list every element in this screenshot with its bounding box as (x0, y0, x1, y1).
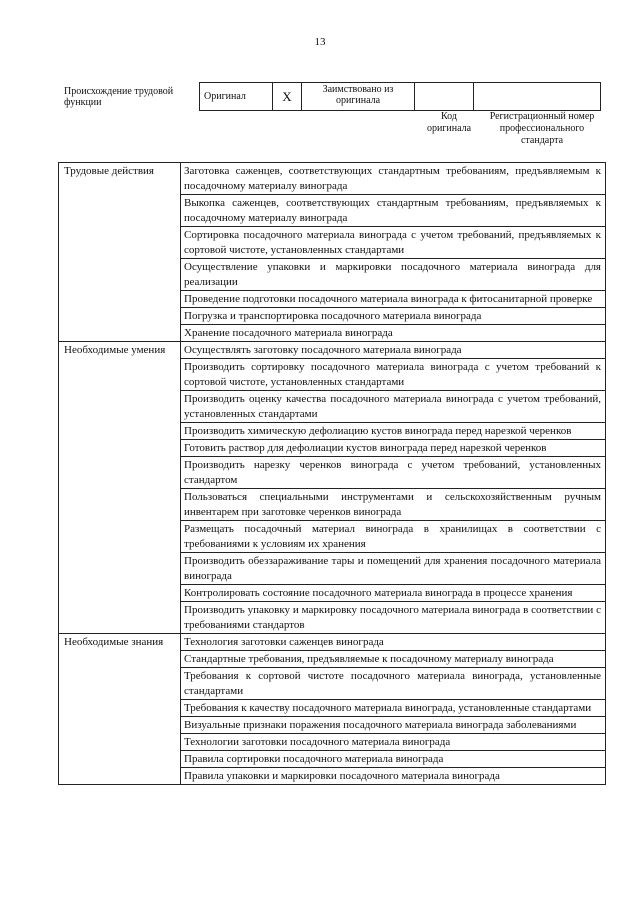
function-details-body (59, 163, 606, 785)
page-number: 13 (314, 36, 326, 48)
section-item: Стандартные требования, предъявляемые к посадочному материалу винограда (181, 651, 606, 668)
section-item: Выкопка саженцев, соответствующих стандартным требованиям, предъявляемых к посадочному материалу винограда (181, 195, 606, 227)
section-item: Осуществление упаковки и маркировки посадочного материала винограда для реализации (181, 259, 606, 291)
section-item: Производить оценку качества посадочного материала винограда с учетом требований, установленных стандартами (181, 391, 606, 423)
section-item: Хранение посадочного материала винограда (181, 325, 606, 342)
borrowed-option: Заимствовано из оригинала (302, 83, 415, 111)
registration-number-cell (474, 83, 601, 111)
section-item: Визуальные признаки поражения посадочного материала винограда заболеваниями (181, 717, 606, 734)
original-code-cell (415, 83, 474, 111)
section-item: Производить нарезку черенков винограда с учетом требований, установленных стандартом (181, 457, 606, 489)
section-item: Контролировать состояние посадочного материала винограда в процессе хранения (181, 585, 606, 602)
section-item: Сортировка посадочного материала винограда с учетом требований, предъявляемых к сортовой чистоте, установленных стандартами (181, 227, 606, 259)
section-item: Погрузка и транспортировка посадочного материала винограда (181, 308, 606, 325)
section-item: Пользоваться специальными инструментами и сельскохозяйственным ручным инвентарем при заготовке черенков винограда (181, 489, 606, 521)
section-item: Технология заготовки саженцев винограда (181, 634, 606, 651)
section-item: Производить упаковку и маркировку посадочного материала винограда в соответствии с требованиями стандартов (181, 602, 606, 634)
section-item: Производить обеззараживание тары и помещений для хранения посадочного материала винограда (181, 553, 606, 585)
section-item: Требования к качеству посадочного материала винограда, установленные стандартами (181, 700, 606, 717)
original-mark: X (273, 83, 302, 111)
section-title: Необходимые умения (59, 342, 181, 634)
section-item: Проведение подготовки посадочного материала винограда к фитосанитарной проверке (181, 291, 606, 308)
original-code-caption: Код оригинала (426, 111, 472, 134)
section-title: Трудовые действия (59, 163, 181, 342)
section-item: Производить химическую дефолиацию кустов винограда перед нарезкой черенков (181, 423, 606, 440)
origin-table (199, 82, 601, 111)
section-item: Правила упаковки и маркировки посадочного материала винограда (181, 768, 606, 785)
original-option: Оригинал (200, 83, 273, 111)
section-item: Требования к сортовой чистоте посадочного материала винограда, установленные стандартами (181, 668, 606, 700)
section-item: Правила сортировки посадочного материала винограда (181, 751, 606, 768)
function-details-table (58, 162, 606, 785)
section-item: Технологии заготовки посадочного материала винограда (181, 734, 606, 751)
section-title: Необходимые знания (59, 634, 181, 785)
section-item: Размещать посадочный материал винограда в хранилищах в соответствии с требованиями к условиям их хранения (181, 521, 606, 553)
section-item: Осуществлять заготовку посадочного материала винограда (181, 342, 606, 359)
registration-number-caption: Регистрационный номер профессионального стандарта (489, 111, 595, 146)
section-item: Готовить раствор для дефолиации кустов винограда перед нарезкой черенков (181, 440, 606, 457)
table-row (59, 634, 606, 651)
origin-label: Происхождение трудовой функции (64, 86, 174, 108)
section-item: Заготовка саженцев, соответствующих стандартным требованиям, предъявляемым к посадочному материалу винограда (181, 163, 606, 195)
table-row (59, 163, 606, 195)
table-row (59, 342, 606, 359)
section-item: Производить сортировку посадочного материала винограда с учетом требований к сортовой чистоте, установленных стандартами (181, 359, 606, 391)
